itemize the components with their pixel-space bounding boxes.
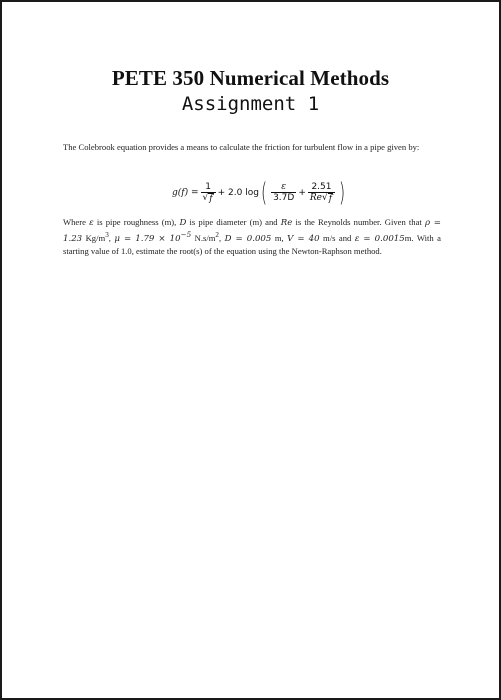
viscosity-value: μ = 1.79 × 10 — [114, 234, 181, 245]
sqrt-argument: f — [328, 194, 333, 204]
text-run: Kg/m — [82, 233, 106, 244]
equation-plus: + — [298, 188, 306, 198]
document-title: PETE 350 Numerical Methods — [111, 66, 390, 90]
text-run: , — [108, 233, 115, 244]
diameter-value: D = 0.005 — [224, 234, 272, 245]
velocity-value: V = 40 — [287, 234, 320, 245]
equation-lhs: g(f) = — [172, 188, 199, 198]
text-run: N.s/m — [191, 233, 216, 244]
fraction-denominator: 3.7D — [273, 193, 295, 203]
text-run: m/s and — [319, 233, 355, 244]
fraction-2-51-over-re-sqrt-f: 2.51 Re √ f — [308, 182, 335, 204]
fraction-numerator: 2.51 — [311, 182, 332, 192]
sqrt-argument: f — [209, 194, 213, 204]
text-run: is the Reynolds number. Given that — [292, 217, 425, 227]
text-run: m. With a starting value of 1.0, estimate the root(s) of the equation using the Newton-Raphson method. — [63, 233, 441, 256]
document-subtitle: Assignment 1 — [181, 93, 320, 115]
reynolds-symbol: Re — [309, 193, 322, 203]
text-run: , — [218, 233, 225, 244]
problem-paragraph — [63, 217, 441, 257]
fraction-eps-over-3-7d — [271, 182, 296, 204]
fraction-one-over-sqrt-f: 1 √ f — [201, 182, 216, 204]
density-value: ρ = 1.23 — [63, 218, 441, 245]
superscript: 2 — [215, 231, 219, 240]
text-run: Where — [63, 217, 90, 227]
text-run: is pipe roughness (m), — [93, 217, 180, 227]
epsilon-symbol: ε — [89, 218, 94, 228]
exponent: −5 — [180, 230, 192, 240]
fraction-numerator: ε — [281, 182, 287, 192]
superscript: 3 — [105, 231, 109, 240]
equation-log-term: + 2.0 log — [217, 188, 259, 198]
text-run: m, — [271, 233, 288, 244]
reynolds-symbol: Re — [280, 218, 293, 228]
colebrook-equation: g(f) = 1 √ f + 2.0 log ( $\frac{\varepsilon}{3.7D}$ + 2.51 Re √ f ) — [172, 178, 346, 208]
text-run: is pipe diameter (m) and — [186, 217, 281, 227]
fraction-numerator: 1 — [205, 182, 211, 192]
intro-paragraph: The Colebrook equation provides a means to calculate the friction for turbulent flow in a pipe given by: — [63, 142, 420, 152]
roughness-value: ε = 0.0015 — [354, 234, 405, 245]
diameter-symbol: D — [179, 218, 187, 228]
